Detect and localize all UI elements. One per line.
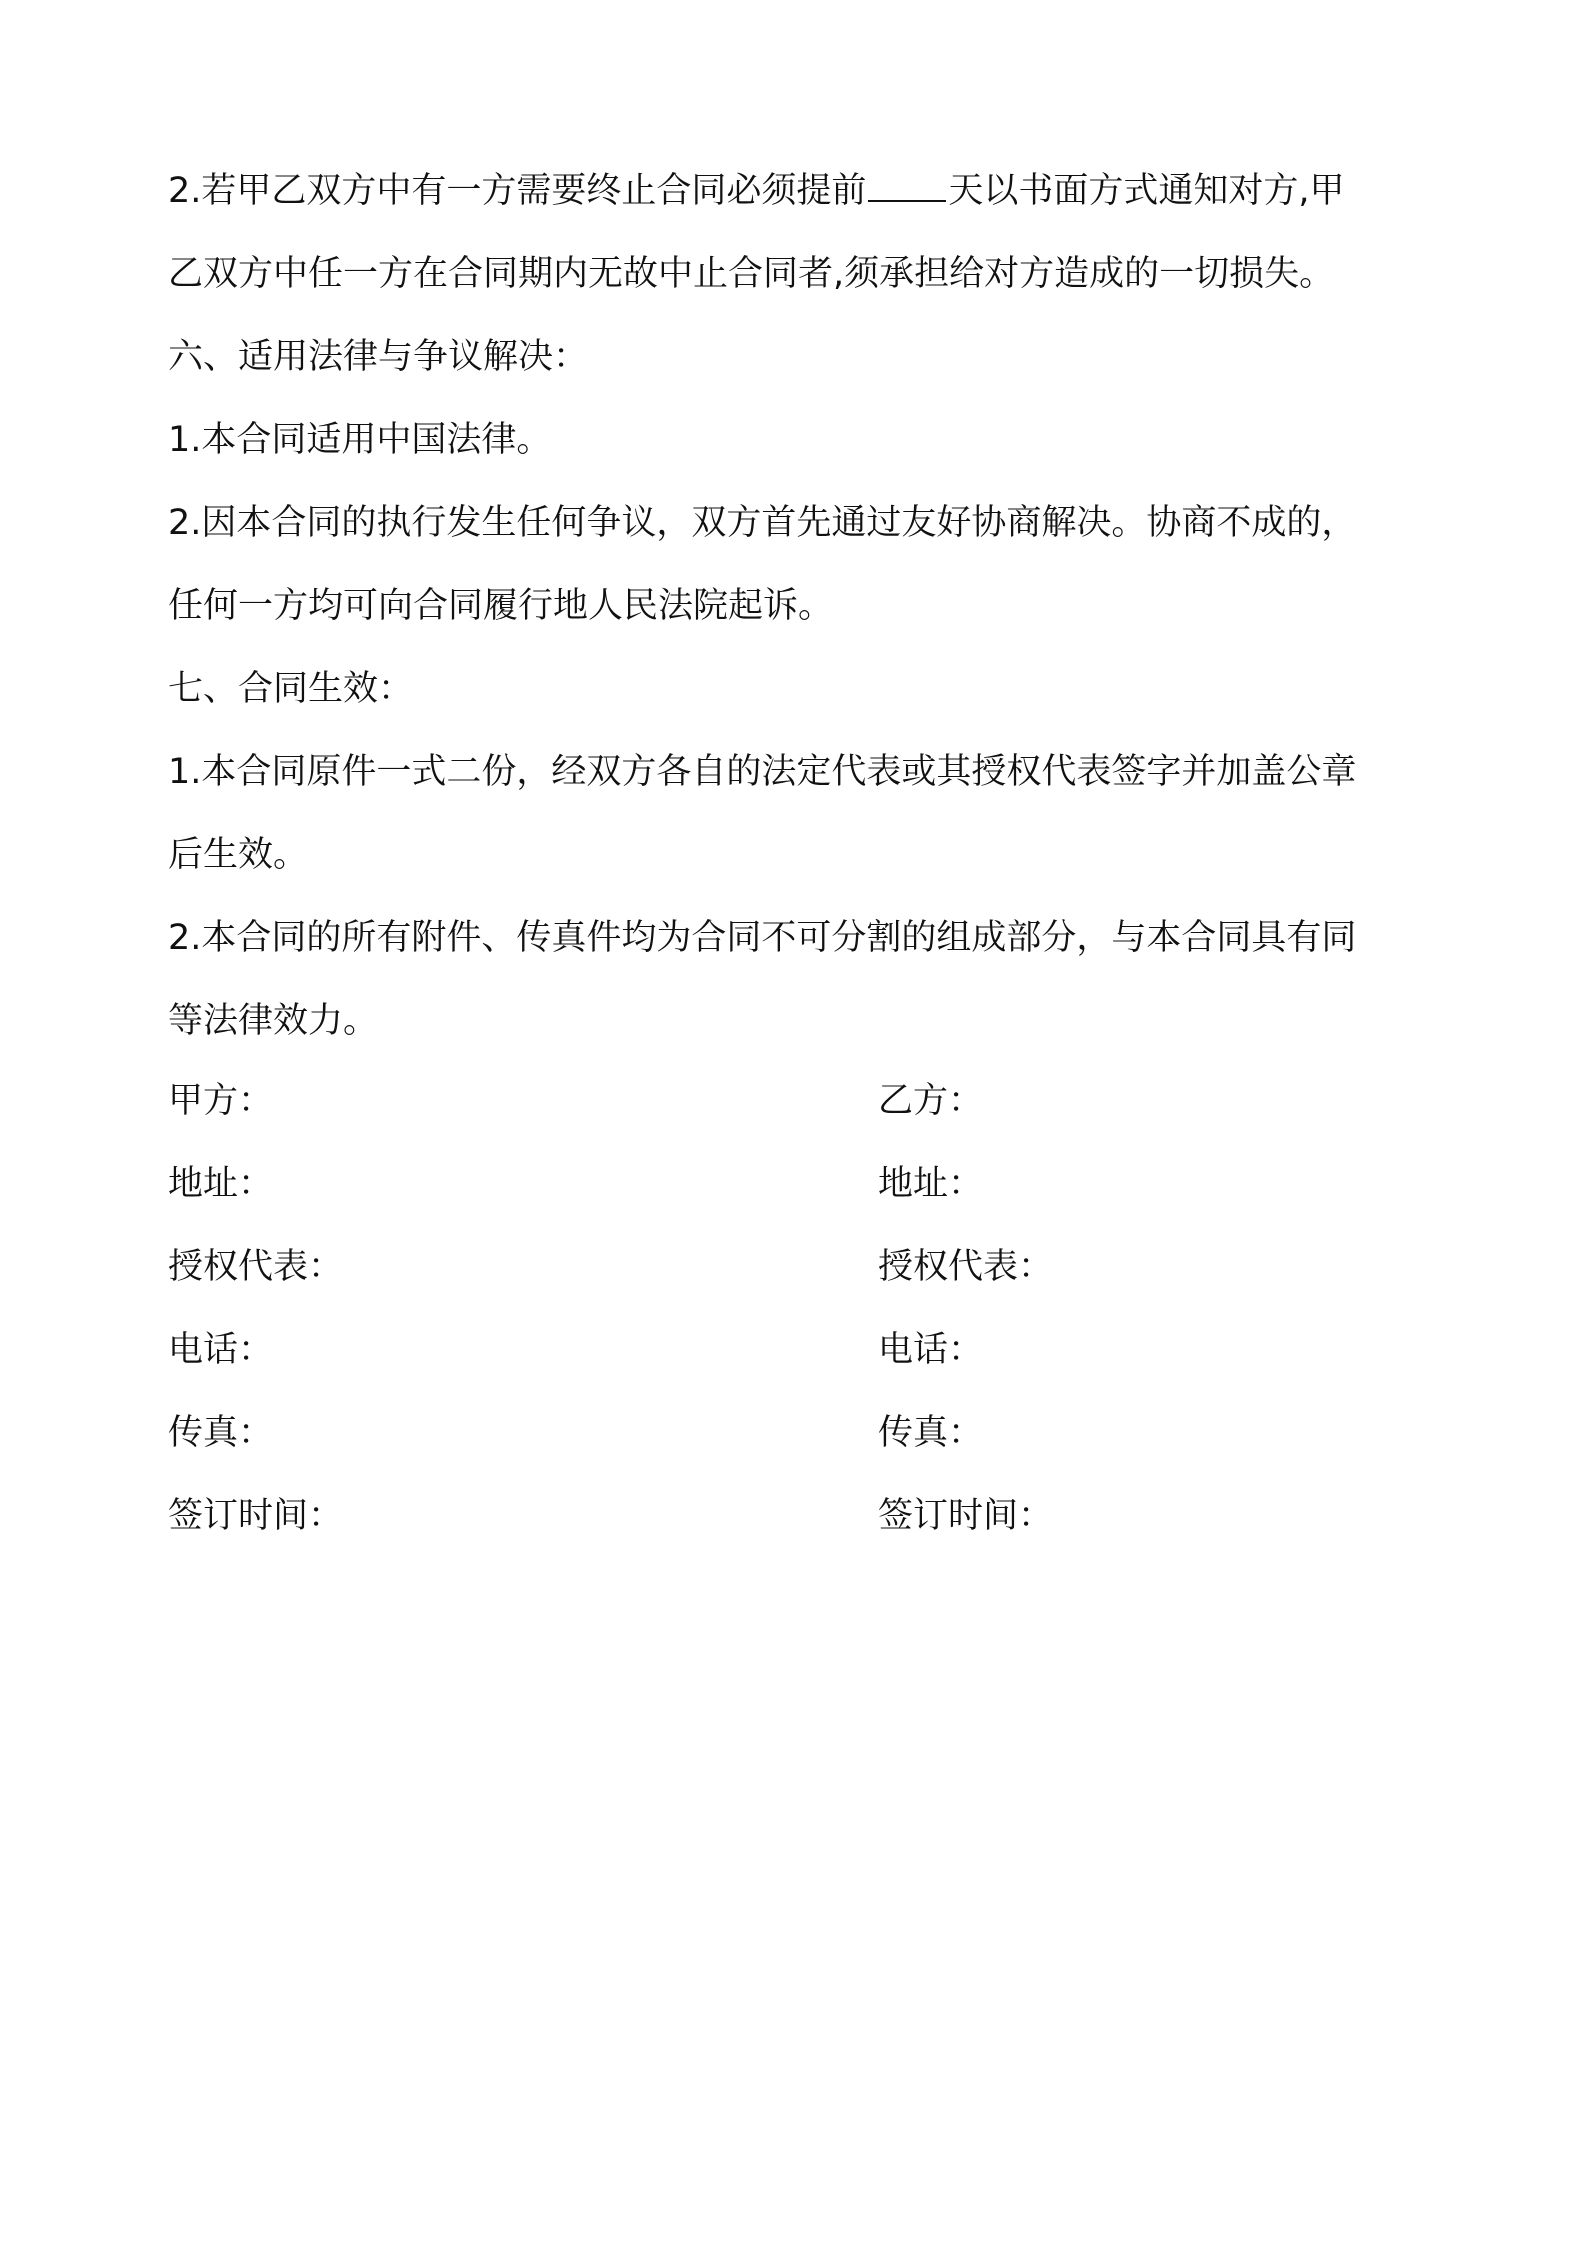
party-b-label: 乙方： <box>878 1081 984 1121</box>
clause-originals: 1.本合同原件一式二份，经双方各自的法定代表或其授权代表签字并加盖公章 <box>168 752 1357 792</box>
clause-attachments: 2.本合同的所有附件、传真件均为合同不可分割的组成部分，与本合同具有同 <box>168 918 1357 958</box>
signature-row-phone <box>168 1309 1438 1392</box>
party-b-phone-label: 电话： <box>878 1330 984 1370</box>
clause-dispute-resolution-continued: 任何一方均可向合同履行地人民法院起诉。 <box>168 586 834 626</box>
party-a-address-label: 地址： <box>168 1164 274 1204</box>
party-a-representative-label: 授权代表： <box>168 1247 344 1287</box>
section-heading-law: 六、适用法律与争议解决： <box>168 337 589 377</box>
clause-dispute-resolution: 2.因本合同的执行发生任何争议，双方首先通过友好协商解决。协商不成的， <box>168 503 1357 543</box>
party-a-date-label: 签订时间： <box>168 1496 344 1536</box>
clause-attachments-continued: 等法律效力。 <box>168 1001 379 1041</box>
signature-row-date <box>168 1475 1438 1558</box>
party-b-address-label: 地址： <box>878 1164 984 1204</box>
signature-row-party <box>168 1060 1438 1143</box>
party-a-phone-label: 电话： <box>168 1330 274 1370</box>
party-b-fax-label: 传真： <box>878 1413 984 1453</box>
clause-governing-law: 1.本合同适用中国法律。 <box>168 420 552 460</box>
party-a-fax-label: 传真： <box>168 1413 274 1453</box>
party-b-date-label: 签订时间： <box>878 1496 1054 1536</box>
party-b-representative-label: 授权代表： <box>878 1247 1054 1287</box>
clause-originals-continued: 后生效。 <box>168 835 309 875</box>
clause-termination-text-before: 2.若甲乙双方中有一方需要终止合同必须提前 <box>168 171 867 211</box>
party-a-label: 甲方： <box>168 1081 274 1121</box>
signature-block <box>168 1060 1438 1558</box>
signature-row-representative <box>168 1226 1438 1309</box>
signature-row-fax <box>168 1392 1438 1475</box>
section-heading-effect: 七、合同生效： <box>168 669 414 709</box>
clause-termination-continued: 乙双方中任一方在合同期内无故中止合同者,须承担给对方造成的一切损失。 <box>168 254 1335 294</box>
contract-body <box>168 150 1438 1063</box>
signature-row-address <box>168 1143 1438 1226</box>
notice-days-blank[interactable] <box>868 170 946 202</box>
clause-termination-text-after: 天以书面方式通知对方,甲 <box>948 171 1345 211</box>
clause-termination-notice <box>168 150 1438 233</box>
